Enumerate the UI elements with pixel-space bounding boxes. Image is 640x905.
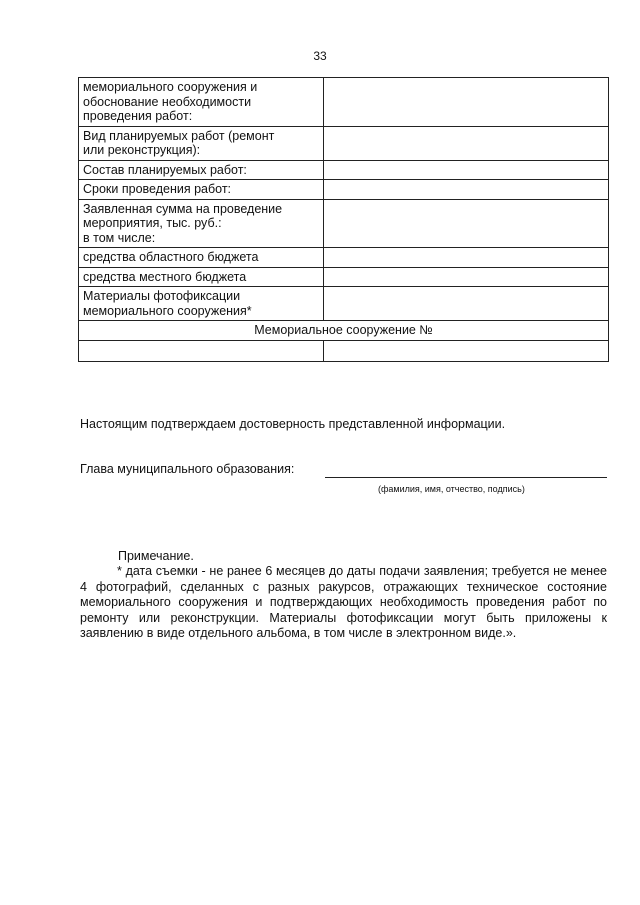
row-value-justification[interactable] xyxy=(324,78,609,127)
confirmation-statement: Настоящим подтверждаем достоверность представленной информации. xyxy=(80,417,506,431)
row-label-photo-materials: Материалы фотофиксации мемориального сооружения* xyxy=(79,287,324,321)
table-row xyxy=(79,78,609,127)
row-value-photo-materials[interactable] xyxy=(324,287,609,321)
row-value-local-budget[interactable] xyxy=(324,267,609,287)
row-value-work-dates[interactable] xyxy=(324,180,609,200)
row-value-regional-budget[interactable] xyxy=(324,248,609,268)
table-row xyxy=(79,321,609,341)
memorial-left-cell[interactable] xyxy=(79,340,324,361)
row-label-work-dates: Сроки проведения работ: xyxy=(79,180,324,200)
signature-caption: (фамилия, имя, отчество, подпись) xyxy=(378,484,525,494)
row-value-requested-amount[interactable] xyxy=(324,199,609,248)
row-label-justification: мемориального сооружения и обоснование необходимости проведения работ: xyxy=(79,78,324,127)
table-row xyxy=(79,199,609,248)
row-label-work-type: Вид планируемых работ (ремонт или реконструкция): xyxy=(79,126,324,160)
note-title: Примечание. xyxy=(118,549,194,563)
table-row xyxy=(79,180,609,200)
row-label-local-budget: средства местного бюджета xyxy=(79,267,324,287)
memorial-right-cell[interactable] xyxy=(324,340,609,361)
signature-line[interactable] xyxy=(325,477,607,478)
application-form-table xyxy=(78,77,609,362)
table-row xyxy=(79,287,609,321)
row-value-work-scope[interactable] xyxy=(324,160,609,180)
table-row xyxy=(79,160,609,180)
table-row xyxy=(79,267,609,287)
table-row xyxy=(79,248,609,268)
row-value-work-type[interactable] xyxy=(324,126,609,160)
row-label-work-scope: Состав планируемых работ: xyxy=(79,160,324,180)
note-body: * дата съемки - не ранее 6 месяцев до даты подачи заявления; требуется не менее 4 фотографий, сделанных с разных ракурсов, отражающих техническое состояние мемориального сооружения и подтверждающих необходимость проведения работ по ремонту или реконструкции. Материалы фотофиксации могут быть приложены к заявлению в виде отдельного альбома, в том числе в электронном виде.». xyxy=(80,564,607,640)
signature-label: Глава муниципального образования: xyxy=(80,462,295,476)
row-label-regional-budget: средства областного бюджета xyxy=(79,248,324,268)
memorial-section-header: Мемориальное сооружение № xyxy=(79,321,609,341)
table-row xyxy=(79,340,609,361)
page-number: 33 xyxy=(313,49,327,63)
row-label-requested-amount: Заявленная сумма на проведение мероприятия, тыс. руб.: в том числе: xyxy=(79,199,324,248)
table-row xyxy=(79,126,609,160)
